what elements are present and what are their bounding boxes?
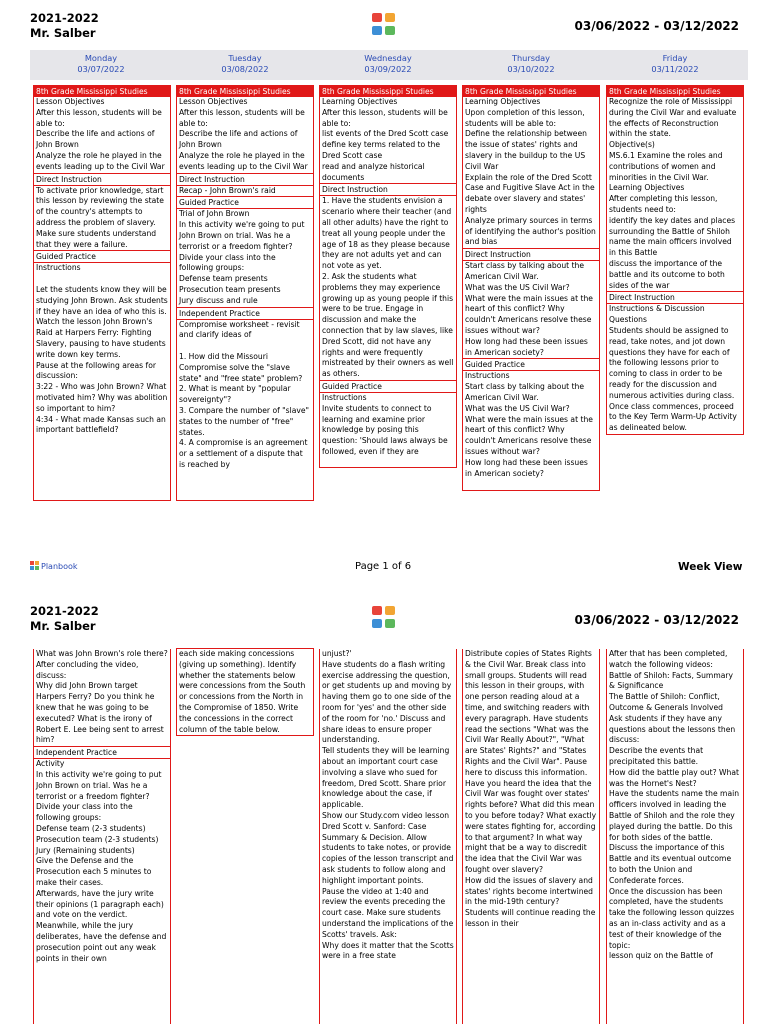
section-text: Compromise worksheet - revisit and clarify ideas of 1. How did the Missouri Compromise solve the "slave state" and "free state" problem? 2. What is meant by "popular sovereignty"? 3. Compare the number of "slave" states to the number of "free" states. 4. A compromise is an agreement or a settlement of a dispute that is reached by: [179, 319, 310, 469]
section-text: After that has been completed, watch the following videos: Battle of Shiloh: Facts, Summary & Significance The Battle of Shiloh: Conflict, Outcome & Generals Involved Ask students if they have any questions about the lessons then discuss: Describe the events that precipitated this battle. How did the battle play out? What was the Hornet's Nest? Have the students name the main officers involved in leading the Battle of Shiloh and the role they played during the battle. Do this for both sides of the battle. Discuss the importance of this Battle and its eventual outcome to both the Union and Confederate forces. Once the discussion has been completed, have the students take the following lesson quizzes as an in-class activity and as a test of their knowledge of the topic: lesson quiz on the Battle of: [609, 649, 740, 961]
section-text: each side making concessions (giving up something). Identify whether the statements below were concessions from the South or concessions from the North in the Compromise of 1850. Write the concessions in the correct column of the table below.: [179, 649, 306, 734]
section-title: Guided Practice: [177, 197, 313, 209]
section-text: What was John Brown's role there? After concluding the video, discuss: Why did John Brown target Harpers Ferry? Do you think he knew that he was going to be executed? What is the irony of Robert E. Lee being sent to arrest him?: [36, 649, 168, 745]
lesson-wednesday-continued[interactable]: [319, 649, 457, 1024]
school-year: 2021-2022: [30, 604, 99, 618]
section-text: unjust?' Have students do a flash writing exercise addressing the question, or get students up and moving by having them go to one side of the room for 'yes' and the other side of the room for 'no.' Discuss and share ideas to ensure proper understanding. Tell students they will be learning about an important court case involving a slave who sued for freedom, Dred Scott. Share prior knowledge about the case, if applicable. Show our Study.com video lesson Dred Scott v. Sanford: Case Summary & Decision. Allow students to take notes, or provide copies of the lesson transcript and ask students to follow along and highlight important points. Pause the video at 1:40 and review the events preceding the court case. Make sure students understand the implications of the Scotts' travels. Ask: Why does it matter that the Scotts were in a free state: [322, 649, 454, 961]
lesson-section: [176, 307, 314, 501]
section-text: Instructions Start class by talking about the American Civil War. What was the US Civil War? What were the main issues at the heart of this conflict? Why couldn't Americans resolve these issues without war? How long had these been issues in American society?: [465, 371, 593, 478]
day-header-tuesday[interactable]: Tuesday 03/08/2022: [221, 53, 269, 74]
section-title: Lesson Objectives: [36, 97, 105, 106]
section-text: Recap - John Brown's raid: [179, 185, 276, 195]
section-title: Direct Instruction: [34, 174, 170, 186]
lesson-section: [319, 649, 457, 1024]
lesson-section: [33, 85, 171, 174]
section-title: Direct Instruction: [177, 174, 313, 186]
day-header-monday[interactable]: Monday 03/07/2022: [77, 53, 125, 74]
lesson-thursday-continued[interactable]: [462, 649, 600, 1024]
section-text: Upon completion of this lesson, students will be able to: Define the relationship between the issue of states' rights and slavery in the buildup to the US Civil War Explain the role of the Dred Scott Case and Fugitive Slave Act in the debate over slavery and states' rights Analyze primary sources in terms of identifying the author's position and bias: [465, 107, 596, 247]
lesson-section: [462, 649, 600, 1024]
page-number: Page 1 of 6: [355, 561, 412, 572]
section-text: To activate prior knowledge, start this lesson by reviewing the state of the country's attempts to address the problem of slavery. Make sure students understand that they were a failure.: [36, 185, 164, 249]
lesson-thursday[interactable]: [462, 86, 600, 491]
week-date-range: 03/06/2022 - 03/12/2022: [574, 613, 739, 627]
lesson-section: [462, 248, 600, 359]
section-text: After this lesson, students will be able to: Describe the life and actions of John Brown Analyze the role he played in the events leading up to the Civil War: [36, 107, 165, 171]
lesson-section: [176, 196, 314, 307]
lesson-friday[interactable]: [606, 86, 744, 435]
section-title: Guided Practice: [34, 251, 170, 263]
section-title: Learning Objectives: [322, 97, 398, 106]
lesson-section: [176, 648, 314, 736]
lesson-section: [462, 85, 600, 249]
section-title: Independent Practice: [177, 308, 313, 320]
day-header-thursday[interactable]: Thursday 03/10/2022: [507, 53, 555, 74]
lesson-monday-continued[interactable]: [33, 649, 171, 1024]
subject-label: 8th Grade Mississippi Studies: [34, 86, 170, 97]
day-header-bar: [30, 50, 748, 80]
section-text: 1. Have the students envision a scenario where their teacher (and all other adults) have the right to treat all young people under the age of 18 as they please because they are not adults yet and can not vote as yet. 2. Ask the students what problems they may experience growing up as young people if this were to be true. Engage in discussion and make the connection that by law slaves, like Dred Scott, did not have any rights and were frequently mistreated by their owners as well as others.: [322, 196, 454, 379]
section-text: Recognize the role of Mississippi during the Civil War and evaluate the effects of Reconstruction within the state. Objective(s) MS.6.1 Examine the roles and contributions of women and minorities in the Civil War. Learning Objectives After completing this lesson, students need to: identify the key dates and places surrounding the Battle of Shiloh name the main officers involved in this Battle discuss the importance of the battle and its outcome to both sides of the war: [609, 97, 737, 290]
section-title: Independent Practice: [34, 747, 170, 759]
lesson-section: [462, 358, 600, 491]
section-title: Direct Instruction: [463, 249, 599, 261]
section-title: Guided Practice: [463, 359, 599, 371]
view-label: Week View: [678, 561, 743, 573]
lesson-section: [33, 746, 171, 1024]
school-year-teacher: [30, 604, 99, 634]
lesson-section: [606, 649, 744, 1024]
teacher-name: Mr. Salber: [30, 619, 96, 633]
section-title: Learning Objectives: [465, 97, 541, 106]
week-date-range: 03/06/2022 - 03/12/2022: [574, 19, 739, 33]
planbook-footer-link[interactable]: Planbook: [30, 561, 78, 571]
day-header-friday[interactable]: Friday 03/11/2022: [651, 53, 699, 74]
planbook-mini-icon: [30, 561, 39, 570]
lesson-monday[interactable]: [33, 86, 171, 501]
lesson-section: [33, 173, 171, 252]
lesson-section: [176, 85, 314, 174]
lesson-section: [176, 173, 314, 198]
section-text: Distribute copies of States Rights & the Civil War. Break class into small groups. Students will read this lesson in their groups, with one person reading aloud at a time, and switching readers with every paragraph. Have students read the sections "What was the Civil War Really About?", "What are States' Rights?" and "States Rights and the Civil War". Pause here to discuss this information. Have you heard the idea that the Civil War was fought over states' rights before? What did this mean to you before today? What exactly were states fighting for, according to that argument? In what way might that be a way to discredit the idea that the Civil War was fought over slavery? How did the issues of slavery and states' rights become intertwined in the mid-19th century? Students will continue reading the lesson in their: [465, 649, 597, 928]
section-title: Direct Instruction: [607, 292, 743, 304]
lesson-section: [33, 250, 171, 501]
lesson-section: [33, 649, 171, 747]
school-year: 2021-2022: [30, 11, 99, 25]
lesson-friday-continued[interactable]: [606, 649, 744, 1024]
day-header-wednesday[interactable]: Wednesday 03/09/2022: [364, 53, 412, 74]
section-title: Guided Practice: [320, 381, 456, 393]
lesson-section: [319, 183, 457, 381]
subject-label: 8th Grade Mississippi Studies: [463, 86, 599, 97]
teacher-name: Mr. Salber: [30, 26, 96, 40]
section-text: Instructions Invite students to connect to learning and examine prior knowledge by posing this question: 'Should laws always be followed, even if they are: [322, 392, 448, 456]
lesson-tuesday[interactable]: [176, 86, 314, 501]
lesson-section: [319, 380, 457, 468]
planbook-logo-icon: [370, 11, 398, 39]
lesson-tuesday-continued[interactable]: [176, 649, 314, 736]
subject-label: 8th Grade Mississippi Studies: [177, 86, 313, 97]
school-year-teacher: [30, 11, 99, 41]
subject-label: 8th Grade Mississippi Studies: [320, 86, 456, 97]
section-text: After this lesson, students will be able to: Describe the life and actions of John Brown Analyze the role he played in the events leading up to the Civil War: [179, 107, 308, 171]
section-text: Trial of John Brown In this activity we're going to put John Brown on trial. Was he a terrorist or a freedom fighter? Divide your class into the following groups: Defense team presents Prosecution team presents Jury discuss and rule: [179, 209, 305, 305]
planbook-logo-icon: [370, 604, 398, 632]
section-text: Instructions Let the students know they will be studying John Brown. Ask students if they have an idea of who this is. Watch the lesson John Brown's Raid at Harpers Ferry: Fighting Slavery, pausing to have students write down key terms. Pause at the following areas for discussion: 3:22 - Who was John Brown? What motivated him? Why was abolition so important to him? 4:34 - What made Kansas such an important battlefield?: [36, 263, 168, 435]
section-text: Activity In this activity we're going to put John Brown on trial. Was he a terrorist or a freedom fighter? Divide your class into the following groups: Defense team (2-3 students) Prosecution team (2-3 students) Jury (Remaining students) Give the Defense and the Prosecution each 5 minutes to make their cases. Afterwards, have the jury write their opinions (1 paragraph each) and vote on the verdict. Meanwhile, while the jury deliberates, have the defense and prosecution point out any weak points in their own: [36, 759, 167, 963]
section-text: Start class by talking about the American Civil War. What was the US Civil War? What were the main issues at the heart of this conflict? Why couldn't Americans resolve these issues without war? How long had these been issues in American society?: [465, 261, 593, 357]
lesson-section: [606, 85, 744, 292]
section-title: Lesson Objectives: [179, 97, 248, 106]
section-title: Direct Instruction: [320, 184, 456, 196]
lesson-section: [606, 291, 744, 435]
lesson-wednesday[interactable]: [319, 86, 457, 468]
subject-label: 8th Grade Mississippi Studies: [607, 86, 743, 97]
lesson-section: [319, 85, 457, 184]
section-text: After this lesson, students will be able to: list events of the Dred Scott case define key terms related to the Dred Scott case read and analyze historical documents: [322, 107, 449, 182]
section-text: Instructions & Discussion Questions Students should be assigned to read, take notes, and jot down questions they have for each of the following lessons prior to coming to class in order to be ready for the discussion and numerous activities during class. Once class commences, proceed to the Key Term Warm-Up Activity as delineated below.: [609, 304, 737, 433]
